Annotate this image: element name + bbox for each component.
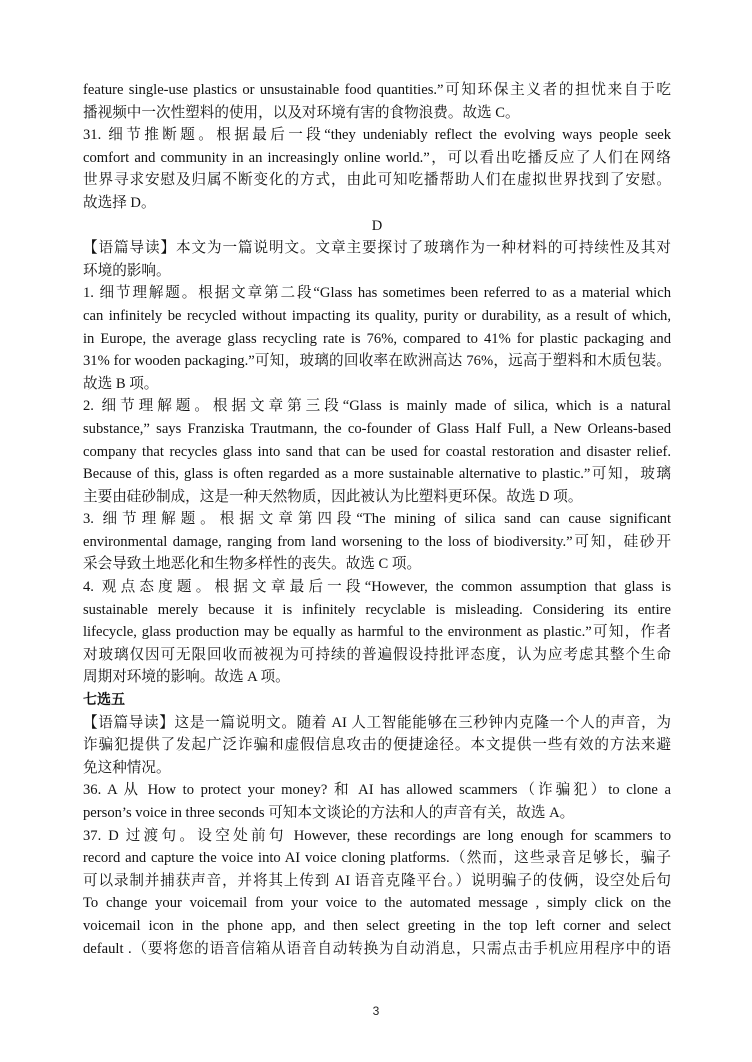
text-line: 故选 B 项。 (83, 375, 159, 392)
text-line: 环境的影响。 (83, 262, 171, 279)
text-line: 1. 细节理解题。根据文章第二段“Glass has sometimes been referred to as a material which (83, 285, 671, 302)
text-line: 31. 细节推断题。根据最后一段“they undeniably reflect the evolving ways people seek (83, 127, 671, 144)
text-line: voicemail icon in the phone app, and then select greeting in the top left corner and select (83, 917, 671, 934)
text-line: 播视频中一次性塑料的使用，以及对环境有害的食物浪费。故选 C。 (83, 104, 520, 121)
section-heading: 七选五 (83, 692, 125, 709)
page-number: 3 (372, 1004, 380, 1018)
document-body (83, 79, 671, 960)
text-line: 【语篇导读】这是一篇说明文。随着 AI 人工智能能够在三秒钟内克隆一个人的声音，为 (83, 714, 671, 731)
text-line: company that recycles glass into sand that can be used for coastal restoration and disaster relief. (83, 443, 671, 460)
text-line: Because of this, glass is often regarded as a more sustainable alternative to plastic.”可知，玻璃 (83, 466, 671, 483)
text-line: 2. 细节理解题。根据文章第三段“Glass is mainly made of silica, which is a natural (83, 398, 671, 415)
text-line: person’s voice in three seconds 可知本文谈论的方法和人的声音有关，故选 A。 (83, 805, 575, 821)
text-line: 世界寻求安慰及归属不断变化的方式，由此可知吃播帮助人们在虚拟世界找到了安慰。 (83, 172, 671, 189)
text-line: 主要由硅砂制成，这是一种天然物质，因此被认为比塑料更环保。故选 D 项。 (83, 488, 583, 505)
text-line: feature single-use plastics or unsustainable food quantities.”可知环保主义者的担忧来自于吃 (83, 82, 671, 98)
text-line: environmental damage, ranging from land worsening to the loss of biodiversity.”可知，硅砂开 (83, 533, 671, 550)
text-line: 【语篇导读】本文为一篇说明文。文章主要探讨了玻璃作为一种材料的可持续性及其对 (83, 240, 671, 257)
text-line: 诈骗犯提供了发起广泛诈骗和虚假信息攻击的便捷途径。本文提供一些有效的方法来避 (83, 737, 671, 754)
text-line: 周期对环境的影响。故选 A 项。 (83, 669, 290, 686)
text-line: substance,” says Franziska Trautmann, the co-founder of Glass Half Full, a New Orleans-based (83, 420, 671, 437)
text-line: 对玻璃仅因可无限回收而被视为可持续的普遍假设持批评态度，认为应考虑其整个生命 (83, 646, 671, 663)
text-line: 37. D 过渡句。设空处前句 However, these recordings are long enough for scammers to (83, 827, 671, 844)
text-line: 故选择 D。 (83, 194, 156, 211)
text-line: comfort and community in an increasingly online world.”，可以看出吃播反应了人们在网络 (83, 149, 671, 166)
text-line: 采会导致土地恶化和生物多样性的丧失。故选 C 项。 (83, 556, 422, 573)
text-line: default .（要将您的语音信箱从语音自动转换为自动消息，只需点击手机应用程序中的语 (83, 940, 671, 957)
text-line: in Europe, the average glass recycling rate is 76%, compared to 41% for plastic packaging and (83, 330, 671, 347)
text-line: lifecycle, glass production may be equally as harmful to the environment as plastic.”可知，作者 (83, 624, 671, 641)
text-line: can infinitely be recycled without impacting its quality, purity or durability, as a result of which, (83, 307, 671, 324)
text-line: record and capture the voice into AI voice cloning platforms.（然而，这些录音足够长，骗子 (83, 850, 671, 867)
text-line: 免这种情况。 (83, 759, 171, 776)
text-line: 可以录制并捕获声音，并将其上传到 AI 语音克隆平台。）说明骗子的伎俩，设空处后句 (83, 872, 671, 889)
section-heading: D (371, 217, 383, 234)
text-line: 4. 观点态度题。根据文章最后一段“However, the common assumption that glass is (83, 579, 671, 596)
text-line: To change your voicemail from your voice to the automated message , simply click on the (83, 895, 671, 912)
text-line: 36. A 从 How to protect your money? 和 AI has allowed scammers（诈骗犯）to clone a (83, 782, 671, 799)
text-line: 31% for wooden packaging.”可知，玻璃的回收率在欧洲高达 76%，远高于塑料和木质包装。 (83, 353, 671, 370)
text-line: sustainable merely because it is infinitely recyclable is misleading. Considering its entire (83, 601, 671, 618)
text-line: 3. 细节理解题。根据文章第四段“The mining of silica sand can cause significant (83, 511, 671, 528)
